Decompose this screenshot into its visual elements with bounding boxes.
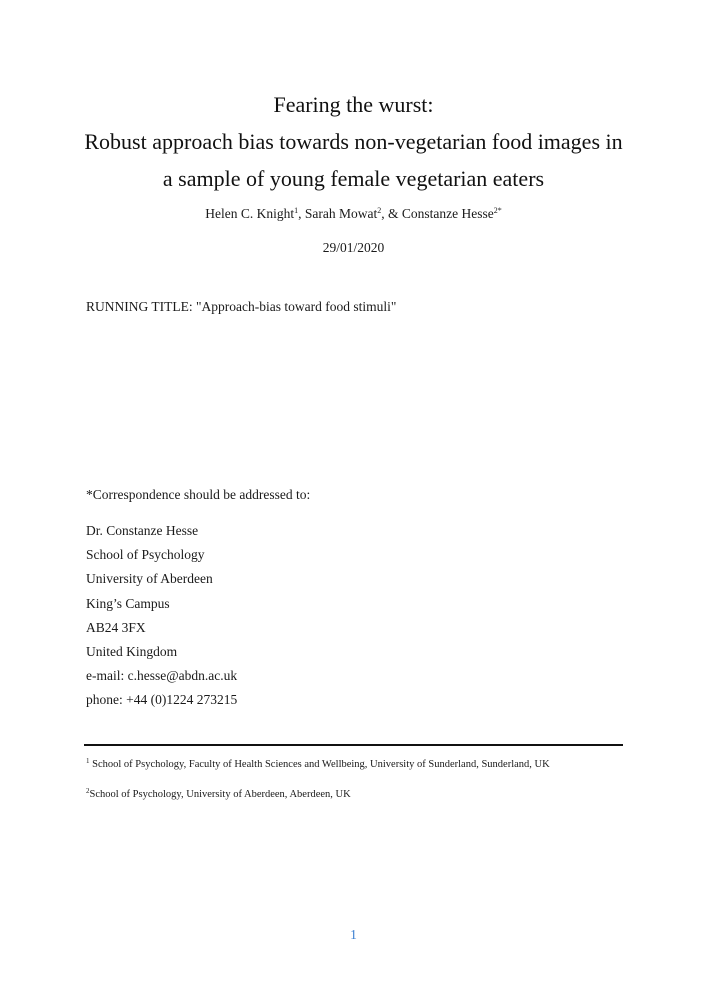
author-name: Sarah Mowat — [304, 206, 378, 221]
address-line: United Kingdom — [86, 644, 178, 660]
author-separator: , & — [381, 206, 402, 221]
footnote-text: School of Psychology, University of Aberdeen, Aberdeen, UK — [89, 789, 351, 800]
author-affiliation-mark: 2 — [377, 206, 382, 215]
author-affiliation-mark: 1 — [294, 206, 299, 215]
footnote-mark: 1 — [86, 757, 90, 765]
address-line: Dr. Constanze Hesse — [86, 523, 199, 538]
footnote-text: School of Psychology, Faculty of Health Sciences and Wellbeing, University of Sunderland, Sunderland, UK — [89, 759, 550, 770]
email-line: e-mail: c.hesse@abdn.ac.uk — [86, 668, 238, 684]
footnote-divider — [84, 744, 623, 746]
document-date: 29/01/2020 — [322, 240, 385, 255]
author-affiliation-mark: 2* — [493, 206, 502, 215]
footnote-mark: 2 — [86, 787, 90, 795]
correspondence-intro: *Correspondence should be addressed to: — [86, 487, 311, 502]
title-line-3: a sample of young female vegetarian eaters — [162, 166, 545, 191]
address-line: AB24 3FX — [86, 619, 146, 635]
paper-title — [0, 86, 707, 197]
author-list — [0, 206, 707, 222]
title-line-1: Fearing the wurst: — [273, 92, 434, 117]
author-name: Constanze Hesse — [401, 206, 494, 221]
footnote-affiliation-1 — [86, 757, 550, 770]
address-line: King’s Campus — [86, 595, 170, 611]
title-line-2: Robust approach bias towards non-vegetarian food images in — [84, 129, 623, 154]
phone-line: phone: +44 (0)1224 273215 — [86, 692, 238, 708]
author-name: Helen C. Knight — [205, 206, 295, 221]
running-title: RUNNING TITLE: "Approach-bias toward food stimuli" — [86, 299, 397, 314]
footnote-affiliation-2 — [86, 787, 351, 800]
correspondence-address — [86, 519, 237, 713]
address-line: School of Psychology — [86, 547, 205, 563]
address-line: University of Aberdeen — [86, 571, 213, 587]
page-number: 1 — [350, 927, 357, 942]
author-separator: , — [298, 206, 305, 221]
